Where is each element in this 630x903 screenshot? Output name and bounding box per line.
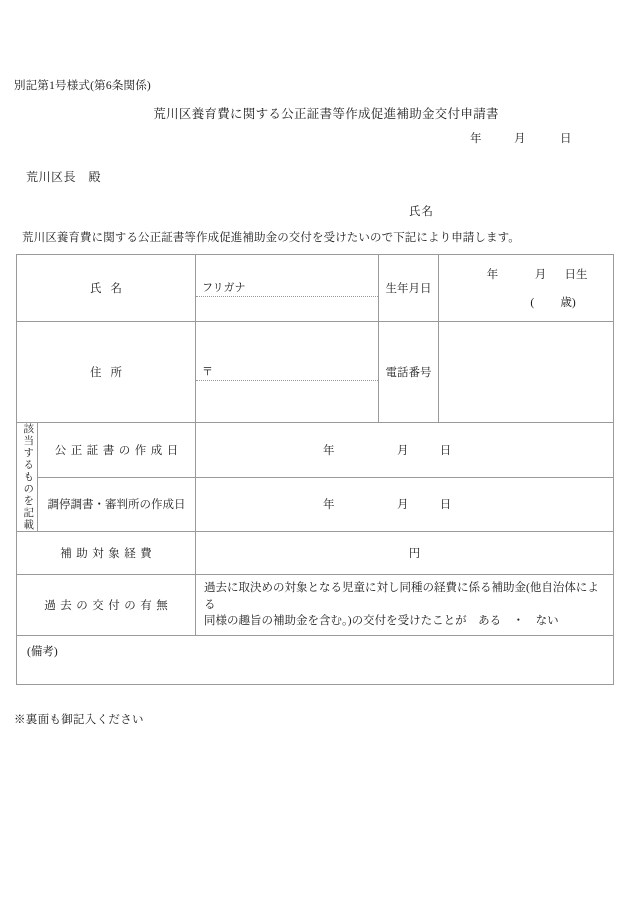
phone-label: 電話番号	[385, 367, 432, 379]
submission-date-line	[470, 130, 572, 146]
form-code: 別記第1号様式(第6条関係)	[14, 80, 151, 92]
notarial-date-input-cell[interactable]	[196, 423, 614, 478]
past-grant-line1: 過去に取決めの対象となる児童に対し同種の経費に係る補助金(他自治体による	[204, 582, 599, 611]
table-row-mediation-date	[17, 477, 614, 532]
age-open-paren: (	[530, 297, 535, 309]
address-label-cell	[17, 322, 196, 423]
birth-month-label: 月	[534, 269, 547, 281]
addressee: 荒川区長 殿	[26, 170, 102, 184]
mediation-day-label: 日	[439, 499, 452, 512]
notarial-date-ymd	[196, 442, 613, 458]
furigana-label: フリガナ	[196, 280, 378, 297]
application-table	[16, 254, 614, 685]
birthdate-input-cell[interactable]	[439, 255, 614, 322]
mediation-date-label-cell	[38, 477, 196, 532]
footnote: ※裏面も御記入ください	[14, 714, 144, 726]
name-label: 氏名	[90, 283, 131, 295]
remarks-label: (備考)	[27, 646, 58, 659]
date-month-label: 月	[514, 133, 526, 145]
birth-day-label: 日生	[564, 269, 588, 281]
remarks-cell[interactable]	[17, 636, 614, 685]
notarial-date-label-cell	[38, 423, 196, 478]
page-title: 荒川区養育費に関する公正証書等作成促進補助金交付申請書	[153, 107, 499, 121]
table-row-address	[17, 322, 614, 423]
postal-code-mark: 〒	[196, 364, 378, 381]
vertical-note: 該当するものを記載	[22, 423, 34, 531]
mediation-month-label: 月	[397, 499, 409, 512]
lead-sentence: 荒川区養育費に関する公正証書等作成促進補助金の交付を受けたいので下記により申請します。	[22, 232, 520, 244]
subsidy-expense-input-cell[interactable]	[196, 532, 614, 575]
name-label-cell	[17, 255, 196, 322]
address-label: 住所	[90, 367, 131, 379]
name-input-cell[interactable]	[196, 255, 379, 322]
notarial-month-label: 月	[397, 444, 409, 457]
past-grant-line2: 同様の趣旨の補助金を含む。)の交付を受けたことが ある ・ ない	[204, 615, 559, 628]
table-row-subsidy-expense	[17, 532, 614, 575]
table-row-name	[17, 255, 614, 322]
date-day-label: 日	[560, 133, 572, 145]
past-grant-label-cell	[17, 575, 196, 636]
past-grant-label: 過去の交付の有無	[44, 600, 173, 612]
date-year-label: 年	[470, 133, 482, 145]
subsidy-expense-label: 補助対象経費	[60, 548, 157, 560]
past-grant-statement-cell[interactable]	[196, 575, 614, 636]
birthdate-label: 生年月日	[385, 283, 432, 295]
phone-input-cell[interactable]	[439, 322, 614, 423]
address-input-cell[interactable]	[196, 322, 379, 423]
past-grant-statement	[196, 575, 613, 635]
birthdate-ymd	[439, 266, 613, 282]
table-row-notarial-date	[17, 423, 614, 478]
table-row-past-grant	[17, 575, 614, 636]
mediation-date-label: 調停調書・審判所の作成日	[47, 499, 186, 512]
mediation-year-label: 年	[323, 499, 335, 512]
notarial-date-label: 公正証書の作成日	[54, 444, 183, 457]
currency-unit-label: 円	[408, 548, 421, 560]
phone-label-cell	[379, 322, 439, 423]
vertical-note-cell	[17, 423, 38, 532]
notarial-year-label: 年	[323, 444, 335, 457]
notarial-day-label: 日	[439, 444, 452, 457]
table-row-remarks	[17, 636, 614, 685]
age-close-paren: 歳)	[560, 297, 576, 309]
mediation-date-ymd	[196, 496, 613, 512]
subsidy-expense-label-cell	[17, 532, 196, 575]
birthdate-label-cell	[379, 255, 439, 322]
age-field	[439, 294, 613, 310]
mediation-date-input-cell[interactable]	[196, 477, 614, 532]
signer-name-label: 氏名	[409, 206, 434, 218]
birth-year-label: 年	[486, 269, 499, 281]
